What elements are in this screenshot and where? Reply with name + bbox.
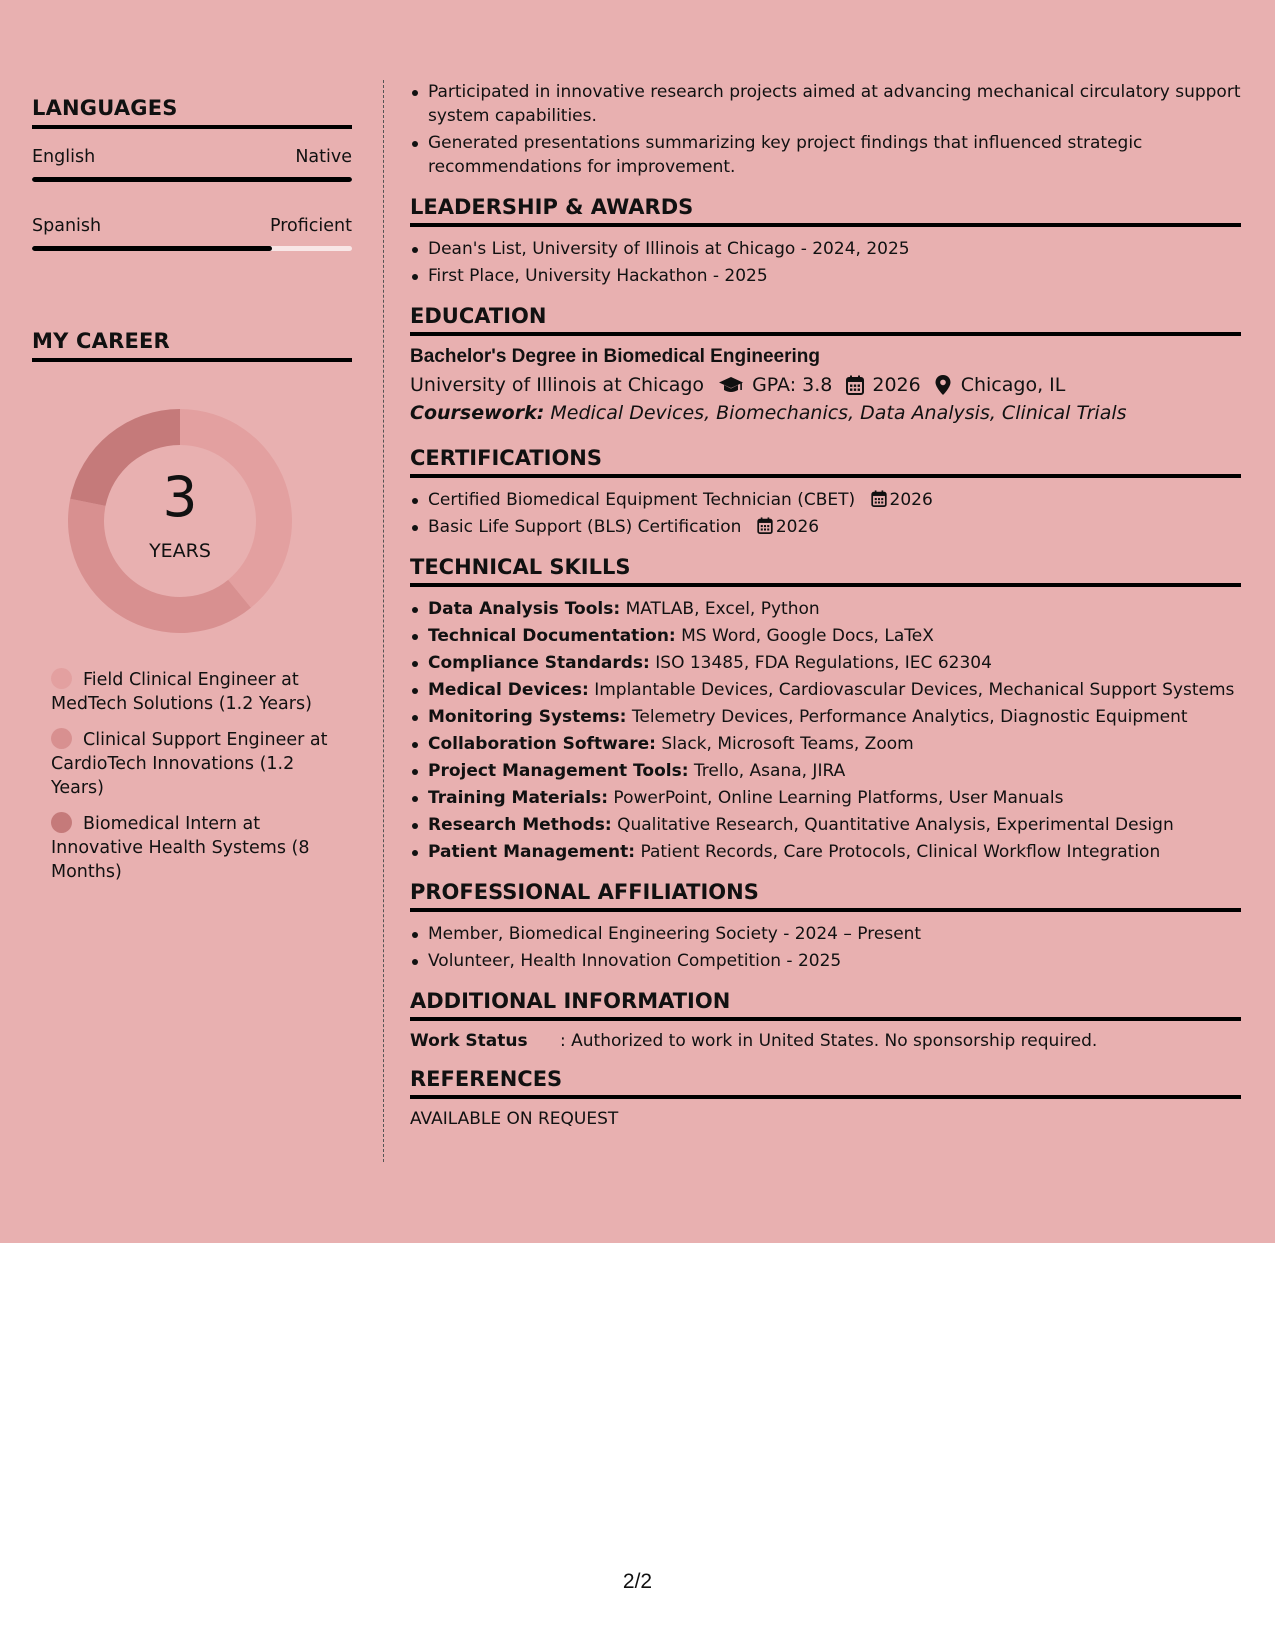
skill-category: Project Management Tools: xyxy=(428,761,689,781)
skill-values: Patient Records, Care Protocols, Clinical Workflow Integration xyxy=(640,842,1161,862)
skill-item xyxy=(410,678,1241,702)
career-legend-label: Clinical Support Engineer at CardioTech Innovations (1.2 Years) xyxy=(51,730,328,798)
skill-values: ISO 13485, FDA Regulations, IEC 62304 xyxy=(655,653,992,673)
skill-values: Slack, Microsoft Teams, Zoom xyxy=(661,734,914,754)
skill-category: Medical Devices: xyxy=(428,680,589,700)
skills-heading: TECHNICAL SKILLS xyxy=(410,555,1241,587)
skill-values: MATLAB, Excel, Python xyxy=(625,599,820,619)
skill-item xyxy=(410,732,1241,756)
legend-dot xyxy=(51,728,72,749)
language-english xyxy=(32,147,352,182)
career-legend xyxy=(51,668,336,884)
gpa: GPA: 3.8 xyxy=(752,374,833,396)
skill-category: Training Materials: xyxy=(428,788,609,808)
skill-category: Compliance Standards: xyxy=(428,653,650,673)
skill-item xyxy=(410,786,1241,810)
map-pin-icon xyxy=(935,375,951,395)
career-legend-label: Field Clinical Engineer at MedTech Solutions (1.2 Years) xyxy=(51,670,312,714)
certification-year: 2026 xyxy=(889,490,933,510)
calendar-icon xyxy=(846,375,864,395)
certifications-heading: CERTIFICATIONS xyxy=(410,446,1241,478)
skill-category: Monitoring Systems: xyxy=(428,707,627,727)
certification-year: 2026 xyxy=(775,517,820,537)
school-name: University of Illinois at Chicago xyxy=(410,374,705,396)
career-legend-label: Biomedical Intern at Innovative Health Systems (8 Months) xyxy=(51,814,310,882)
language-bar xyxy=(32,246,352,251)
work-status-value: : Authorized to work in United States. No sponsorship required. xyxy=(560,1031,1098,1051)
career-legend-item xyxy=(51,812,336,884)
coursework-list: Medical Devices, Biomechanics, Data Analysis, Clinical Trials xyxy=(550,402,1127,424)
skill-values: Qualitative Research, Quantitative Analysis, Experimental Design xyxy=(617,815,1174,835)
language-bar xyxy=(32,177,352,182)
skill-values: MS Word, Google Docs, LaTeX xyxy=(681,626,934,646)
experience-bullets xyxy=(410,80,1241,179)
list-item: Member, Biomedical Engineering Society - 2024 – Present xyxy=(410,922,1241,946)
career-legend-item xyxy=(51,728,336,800)
skill-values: Telemetry Devices, Performance Analytics, Diagnostic Equipment xyxy=(631,707,1188,727)
skill-item xyxy=(410,840,1241,864)
list-item: Participated in innovative research projects aimed at advancing mechanical circulatory support system capabilities. xyxy=(410,80,1241,128)
leadership-heading: LEADERSHIP & AWARDS xyxy=(410,195,1241,227)
education-details xyxy=(410,374,1241,396)
work-status xyxy=(410,1031,1241,1051)
skill-category: Collaboration Software: xyxy=(428,734,656,754)
skill-item xyxy=(410,624,1241,648)
career-total-number: 3 xyxy=(162,465,198,529)
skill-values: Trello, Asana, JIRA xyxy=(693,761,846,781)
skill-item xyxy=(410,651,1241,675)
language-name: English xyxy=(32,147,96,167)
affiliations-list xyxy=(410,922,1241,973)
coursework xyxy=(410,402,1241,424)
right-column xyxy=(410,80,1241,1129)
skill-category: Data Analysis Tools: xyxy=(428,599,621,619)
career-heading: MY CAREER xyxy=(32,329,352,362)
language-level: Proficient xyxy=(270,216,352,236)
language-level: Native xyxy=(295,147,352,167)
skills-list xyxy=(410,597,1241,864)
leadership-list xyxy=(410,237,1241,288)
skill-item xyxy=(410,759,1241,783)
education-heading: EDUCATION xyxy=(410,304,1241,336)
skill-item xyxy=(410,813,1241,837)
page-number: 2/2 xyxy=(622,1570,653,1593)
certification-name: Certified Biomedical Equipment Technician (CBET) xyxy=(428,490,856,510)
certifications-list xyxy=(410,488,1241,539)
career-legend-item xyxy=(51,668,336,716)
calendar-icon xyxy=(757,517,773,534)
career-donut-chart xyxy=(65,406,295,636)
language-bar-fill xyxy=(32,177,352,182)
language-spanish xyxy=(32,216,352,251)
graduation-cap-icon xyxy=(718,375,744,395)
list-item: First Place, University Hackathon - 2025 xyxy=(410,264,1241,288)
languages-heading: LANGUAGES xyxy=(32,96,352,129)
list-item xyxy=(410,488,1241,512)
skill-category: Technical Documentation: xyxy=(428,626,676,646)
work-status-label: Work Status xyxy=(410,1031,528,1051)
legend-dot xyxy=(51,668,72,689)
legend-dot xyxy=(51,812,72,833)
skill-values: PowerPoint, Online Learning Platforms, User Manuals xyxy=(613,788,1064,808)
location: Chicago, IL xyxy=(960,374,1066,396)
column-divider xyxy=(383,80,384,1162)
list-item: Generated presentations summarizing key project findings that influenced strategic recommendations for improvement. xyxy=(410,131,1241,179)
language-name: Spanish xyxy=(32,216,102,236)
additional-info-heading: ADDITIONAL INFORMATION xyxy=(410,989,1241,1021)
language-bar-fill xyxy=(32,246,272,251)
career-total-unit: YEARS xyxy=(149,540,211,562)
certification-name: Basic Life Support (BLS) Certification xyxy=(428,517,742,537)
degree-title: Bachelor's Degree in Biomedical Engineering xyxy=(410,346,820,367)
list-item xyxy=(410,515,1241,539)
list-item: Volunteer, Health Innovation Competition - 2025 xyxy=(410,949,1241,973)
list-item: Dean's List, University of Illinois at Chicago - 2024, 2025 xyxy=(410,237,1241,261)
skill-values: Implantable Devices, Cardiovascular Devices, Mechanical Support Systems xyxy=(594,680,1235,700)
skill-category: Research Methods: xyxy=(428,815,612,835)
skill-item xyxy=(410,597,1241,621)
calendar-icon xyxy=(871,490,887,507)
references-text: AVAILABLE ON REQUEST xyxy=(410,1109,619,1129)
references-heading: REFERENCES xyxy=(410,1067,1241,1099)
skill-item xyxy=(410,705,1241,729)
left-column xyxy=(32,96,352,896)
skill-category: Patient Management: xyxy=(428,842,636,862)
affiliations-heading: PROFESSIONAL AFFILIATIONS xyxy=(410,880,1241,912)
coursework-label: Coursework: xyxy=(410,402,545,424)
graduation-year: 2026 xyxy=(872,374,921,396)
